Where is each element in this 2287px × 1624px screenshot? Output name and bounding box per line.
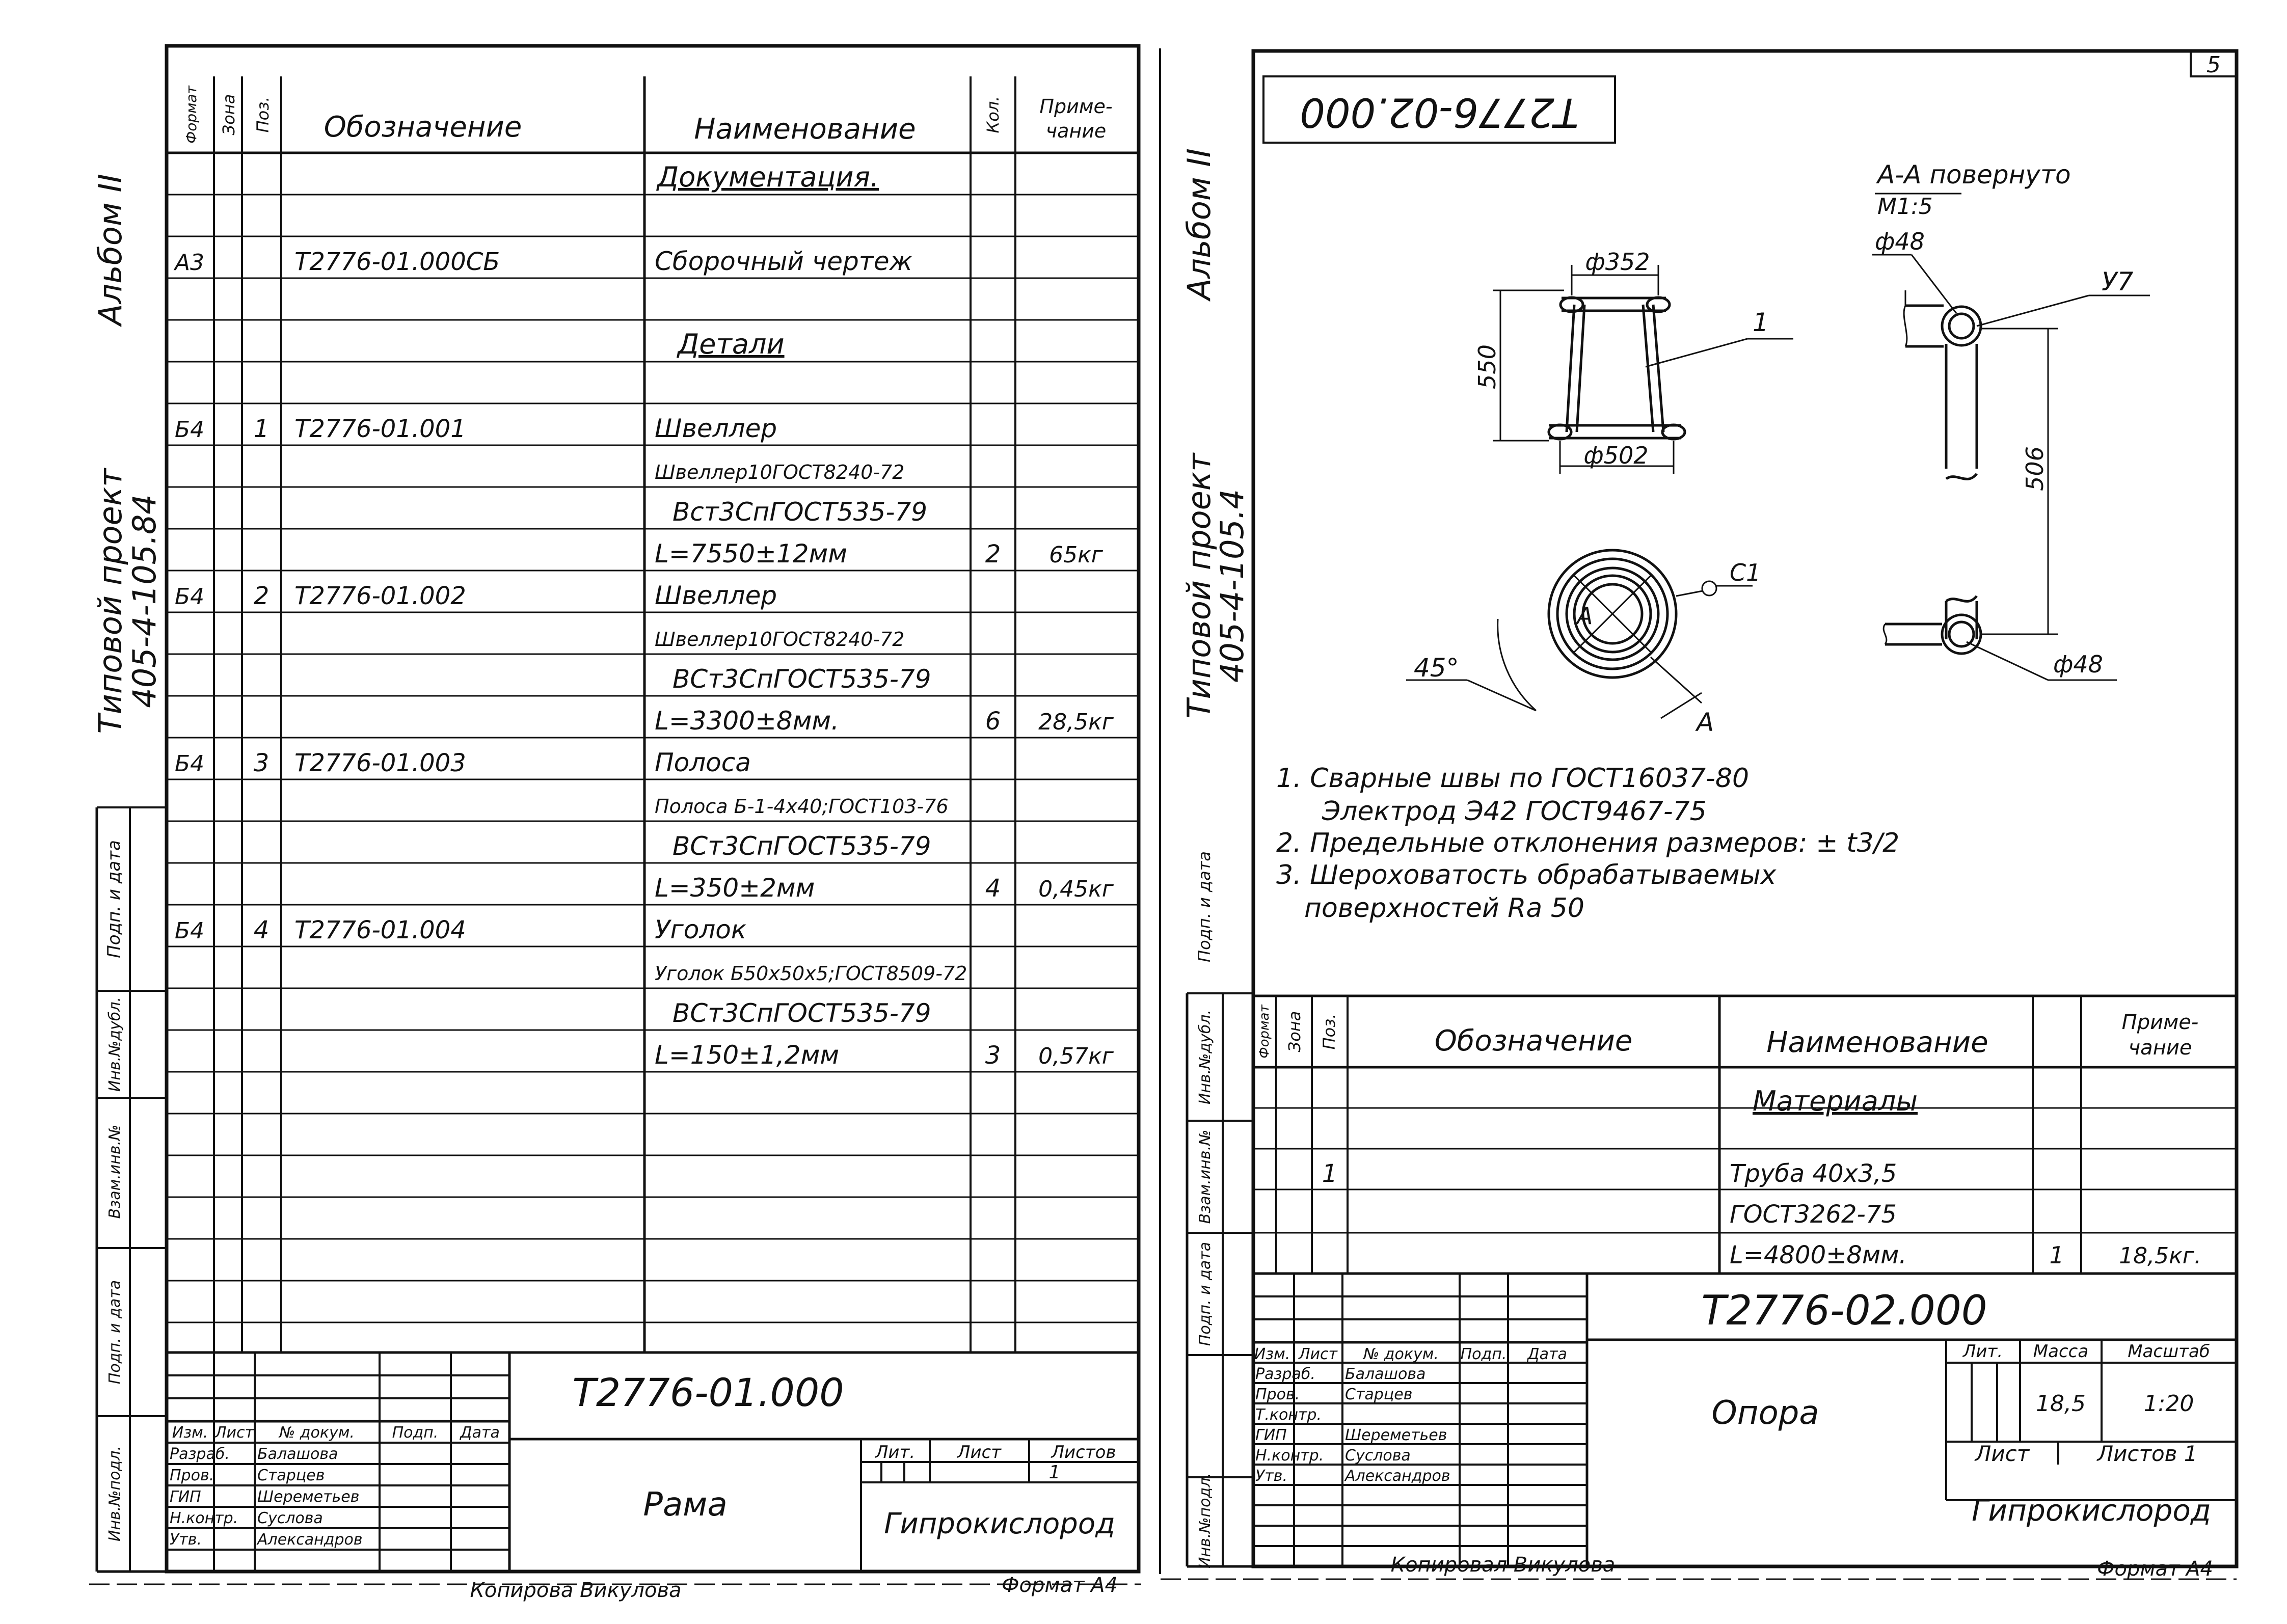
right-side-label-0: Подп. и дата bbox=[1195, 851, 1214, 962]
right-header-designation: Обозначение bbox=[1434, 1024, 1633, 1058]
page-number: 5 bbox=[2207, 52, 2221, 78]
dim-d48-top: ф48 bbox=[1875, 228, 1925, 255]
left-row-pos: 1 bbox=[253, 415, 270, 443]
left-header-qty: Кол. bbox=[983, 96, 1003, 133]
right-copied: Копировал Викулова bbox=[1390, 1553, 1616, 1577]
dim-d48-bottom: ф48 bbox=[2053, 651, 2103, 678]
dim-506: 506 bbox=[2021, 446, 2049, 491]
right-stamp-code: Т2776-02.000 bbox=[1701, 1287, 1987, 1334]
left-row-name: Полоса bbox=[655, 748, 751, 777]
left-row-format: Б4 bbox=[174, 751, 205, 777]
angle-45: 45° bbox=[1414, 653, 1459, 683]
left-stamp-role: Разраб. bbox=[170, 1445, 230, 1463]
left-stamp-col-header: Подп. bbox=[392, 1424, 439, 1442]
left-row-pos: 3 bbox=[253, 749, 270, 777]
right-album-label: Альбом II bbox=[1180, 148, 1218, 300]
right-header-pos: Поз. bbox=[1320, 1013, 1339, 1050]
note-3b: поверхностей Ra 50 bbox=[1304, 893, 1584, 924]
left-row-name: Документация. bbox=[657, 161, 879, 193]
right-row-note: 18,5кг. bbox=[2119, 1243, 2201, 1269]
note-1: 1. Сварные швы по ГОСТ16037-80 bbox=[1276, 763, 1750, 794]
right-stamp-person: Балашова bbox=[1345, 1365, 1426, 1383]
left-stamp-sheets-value: 1 bbox=[1048, 1462, 1061, 1483]
left-stamp-person: Суслова bbox=[257, 1509, 323, 1527]
left-row-name: ВСт3СпГОСТ535-79 bbox=[672, 831, 931, 861]
right-header-format: Формат bbox=[1257, 1005, 1272, 1059]
dim-550: 550 bbox=[1473, 344, 1501, 389]
left-stamp-role: Пров. bbox=[170, 1467, 214, 1484]
left-row-format: Б4 bbox=[174, 584, 205, 610]
note-3: 3. Шероховатость обрабатываемых bbox=[1276, 860, 1777, 890]
right-stamp-person: Суслова bbox=[1345, 1447, 1411, 1465]
left-row-qty: 3 bbox=[985, 1041, 1001, 1070]
right-stamp-role: ГИП bbox=[1255, 1426, 1287, 1444]
left-header-name: Наименование bbox=[694, 113, 916, 146]
section-letter-a2: А bbox=[1697, 708, 1714, 737]
right-stamp-title: Опора bbox=[1711, 1394, 1819, 1432]
left-row-note: 65кг bbox=[1049, 542, 1103, 568]
right-stamp-person: Шереметьев bbox=[1345, 1426, 1447, 1444]
left-side-label-3: Подп. и дата bbox=[106, 1280, 124, 1385]
left-project-line1: Типовой проект bbox=[92, 468, 129, 734]
left-stamp-col-header: Лист bbox=[214, 1424, 254, 1442]
left-row-pos: 4 bbox=[253, 916, 270, 944]
left-row-name: L=7550±12мм bbox=[655, 539, 847, 569]
left-row-designation: Т2776-01.003 bbox=[294, 749, 466, 777]
right-project-line2: 405-4-105.4 bbox=[1214, 489, 1251, 683]
right-stamp-mass-value: 18,5 bbox=[2036, 1391, 2086, 1417]
left-row-name: Швеллер10ГОСТ8240-72 bbox=[655, 628, 905, 651]
right-row-name: Материалы bbox=[1753, 1085, 1918, 1117]
left-stamp-role: Утв. bbox=[170, 1531, 202, 1549]
right-stamp-col-header: № докум. bbox=[1363, 1345, 1439, 1363]
right-stamp-lit-label: Лит. bbox=[1962, 1341, 2003, 1362]
left-stamp-col-header: № докум. bbox=[279, 1424, 355, 1442]
right-stamp-scale-label: Масштаб bbox=[2128, 1341, 2210, 1362]
left-stamp-person: Старцев bbox=[257, 1467, 325, 1484]
left-stamp-role: Н.контр. bbox=[170, 1509, 238, 1527]
left-row-qty: 2 bbox=[985, 540, 1001, 569]
left-row-qty: 6 bbox=[985, 707, 1001, 736]
left-row-designation: Т2776-01.002 bbox=[294, 582, 466, 610]
left-stamp-role: ГИП bbox=[170, 1488, 201, 1506]
right-stamp-role: Н.контр. bbox=[1255, 1447, 1324, 1465]
left-side-label-4: Инв.№подл. bbox=[106, 1446, 124, 1541]
right-stamp-role: Разраб. bbox=[1255, 1365, 1315, 1383]
left-row-note: 0,57кг bbox=[1038, 1043, 1114, 1069]
right-side-label-1: Инв.№дубл. bbox=[1196, 1009, 1214, 1105]
dim-d502: ф502 bbox=[1583, 442, 1649, 469]
right-stamp-col-header: Лист bbox=[1298, 1345, 1338, 1363]
left-stamp-sheets-label: Листов bbox=[1051, 1442, 1116, 1463]
right-side-label-3: Подп. и дата bbox=[1196, 1241, 1214, 1346]
right-project-line1: Типовой проект bbox=[1180, 453, 1218, 719]
right-stamp-col-header: Подп. bbox=[1460, 1345, 1507, 1363]
left-row-name: Уголок Б50х50х5;ГОСТ8509-72 bbox=[655, 962, 967, 985]
right-top-code: Т2776-02.000 bbox=[1300, 89, 1579, 135]
left-row-designation: Т2776-01.000СБ bbox=[294, 248, 500, 276]
section-scale: М1:5 bbox=[1877, 194, 1933, 220]
right-header-note-2: чание bbox=[2128, 1036, 2192, 1060]
left-row-name: L=3300±8мм. bbox=[655, 706, 840, 736]
leader-1: 1 bbox=[1753, 308, 1769, 337]
left-row-pos: 2 bbox=[253, 582, 270, 610]
left-header-note-2: чание bbox=[1045, 120, 1107, 142]
left-stamp-code: Т2776-01.000 bbox=[572, 1370, 844, 1415]
right-stamp-sheet-label: Лист bbox=[1975, 1441, 2030, 1466]
right-stamp-sheets-label: Листов 1 bbox=[2097, 1441, 2198, 1466]
left-album-label: Альбом II bbox=[92, 174, 129, 326]
left-stamp-title: Рама bbox=[643, 1486, 728, 1524]
right-stamp-col-header: Дата bbox=[1527, 1345, 1567, 1363]
left-row-qty: 4 bbox=[985, 874, 1001, 903]
right-header-name: Наименование bbox=[1766, 1026, 1988, 1059]
left-format: Формат А4 bbox=[1002, 1574, 1118, 1597]
left-side-label-0: Подп. и дата bbox=[104, 840, 124, 958]
left-stamp-lit-label: Лит. bbox=[875, 1442, 916, 1463]
left-row-format: Б4 bbox=[174, 918, 205, 944]
note-2: 2. Предельные отклонения размеров: ± t3/2 bbox=[1276, 828, 1900, 858]
right-side-label-2: Взам.инв.№ bbox=[1196, 1129, 1214, 1224]
weld-label: У7 bbox=[2102, 267, 2134, 296]
right-stamp-scale-value: 1:20 bbox=[2143, 1391, 2194, 1417]
right-stamp-col-header: Изм. bbox=[1254, 1345, 1290, 1363]
left-header-format: Формат bbox=[183, 86, 200, 144]
right-row-name: ГОСТ3262-75 bbox=[1730, 1200, 1897, 1229]
left-row-name: L=150±1,2мм bbox=[655, 1040, 840, 1070]
right-side-label-4: Инв.№подл. bbox=[1196, 1473, 1214, 1568]
left-row-designation: Т2776-01.001 bbox=[294, 415, 466, 443]
left-row-name: ВСт3СпГОСТ535-79 bbox=[672, 664, 931, 694]
left-row-designation: Т2776-01.004 bbox=[294, 916, 466, 944]
section-letter-a: А bbox=[1577, 602, 1593, 630]
right-row-name: Труба 40х3,5 bbox=[1730, 1159, 1897, 1188]
left-header-designation: Обозначение bbox=[324, 111, 522, 144]
left-stamp-person: Александров bbox=[257, 1531, 363, 1549]
left-row-format: Б4 bbox=[174, 417, 205, 443]
note-1b: Электрод Э42 ГОСТ9467-75 bbox=[1322, 796, 1707, 827]
mark-c1: С1 bbox=[1730, 559, 1761, 586]
right-row-qty: 1 bbox=[2049, 1241, 2064, 1269]
left-header-note-1: Приме- bbox=[1039, 95, 1113, 118]
right-stamp-role: Т.контр. bbox=[1255, 1406, 1322, 1424]
left-row-name: Швеллер bbox=[655, 414, 777, 443]
left-row-format: А3 bbox=[174, 250, 205, 276]
dim-d352: ф352 bbox=[1585, 248, 1650, 276]
left-header-zone: Зона bbox=[219, 94, 238, 136]
left-header-pos: Поз. bbox=[253, 96, 273, 133]
right-row-name: L=4800±8мм. bbox=[1730, 1241, 1907, 1269]
left-row-note: 0,45кг bbox=[1038, 876, 1114, 902]
left-row-name: Швеллер bbox=[655, 581, 777, 610]
right-stamp-role: Пров. bbox=[1255, 1386, 1300, 1403]
right-format: Формат А4 bbox=[2097, 1557, 2213, 1581]
left-side-label-2: Взам.инв.№ bbox=[106, 1124, 124, 1219]
left-row-name: Швеллер10ГОСТ8240-72 bbox=[655, 461, 905, 483]
left-row-name: L=350±2мм bbox=[655, 873, 815, 903]
right-stamp-person: Александров bbox=[1345, 1467, 1450, 1485]
left-row-name: Вст3СпГОСТ535-79 bbox=[672, 497, 928, 527]
section-title: А-А повернуто bbox=[1877, 160, 2071, 190]
left-row-name: Детали bbox=[678, 328, 785, 360]
left-stamp-sheet-label: Лист bbox=[957, 1442, 1002, 1463]
left-row-name: Уголок bbox=[655, 915, 747, 944]
left-stamp-person: Шереметьев bbox=[257, 1488, 360, 1506]
left-project-line2: 405-4-105.84 bbox=[126, 494, 163, 708]
left-stamp-col-header: Изм. bbox=[172, 1424, 208, 1442]
right-stamp-org: Гипрокислород bbox=[1972, 1493, 2211, 1528]
right-stamp-mass-label: Масса bbox=[2033, 1341, 2089, 1362]
right-row-pos: 1 bbox=[1322, 1159, 1338, 1188]
left-row-name: Полоса Б-1-4х40;ГОСТ103-76 bbox=[655, 795, 949, 818]
left-copied: Копирова Викулова bbox=[470, 1579, 682, 1602]
right-header-zone: Зона bbox=[1285, 1011, 1304, 1052]
left-stamp-person: Балашова bbox=[257, 1445, 338, 1463]
left-side-label-1: Инв.№дубл. bbox=[106, 996, 124, 1092]
left-stamp-col-header: Дата bbox=[460, 1424, 500, 1442]
left-row-note: 28,5кг bbox=[1038, 709, 1114, 735]
left-row-name: ВСт3СпГОСТ535-79 bbox=[672, 998, 931, 1028]
right-stamp-person: Старцев bbox=[1345, 1386, 1413, 1403]
right-header-note-1: Приме- bbox=[2121, 1011, 2199, 1034]
left-row-name: Сборочный чертеж bbox=[655, 247, 912, 276]
right-stamp-role: Утв. bbox=[1255, 1467, 1287, 1485]
left-stamp-org: Гипрокислород bbox=[884, 1507, 1115, 1540]
